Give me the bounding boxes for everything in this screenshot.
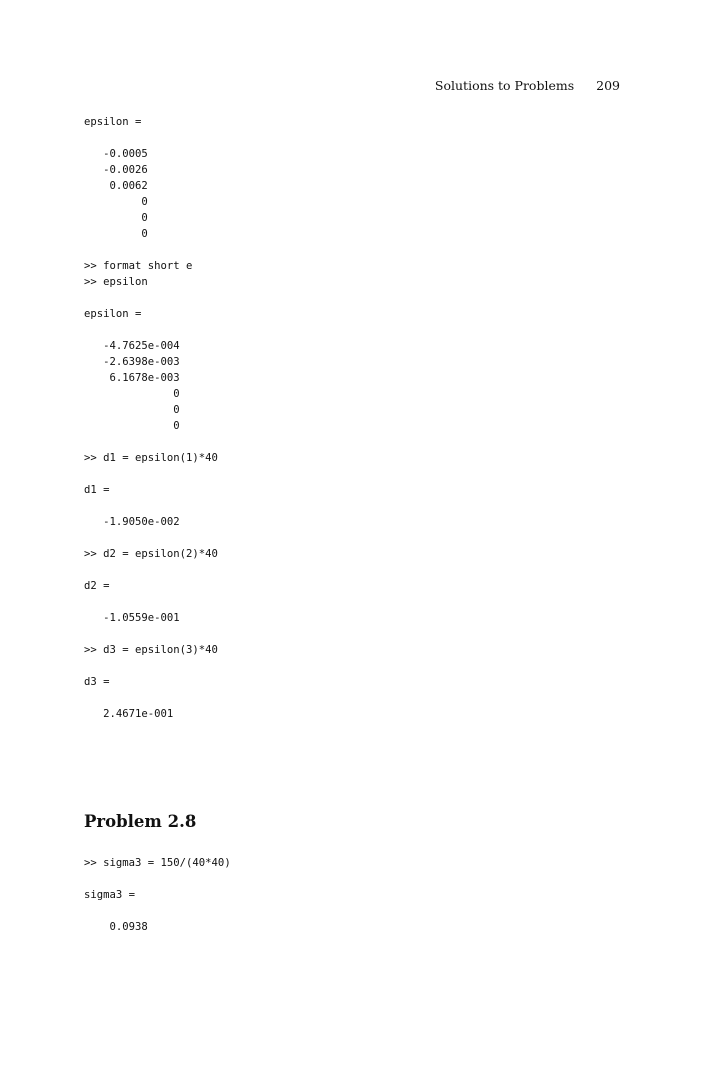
matlab-output-block-problem-2-8: >> sigma3 = 150/(40*40) sigma3 = 0.0938 <box>84 857 231 933</box>
running-header <box>380 78 620 94</box>
running-title: Solutions to Problems <box>434 78 575 93</box>
matlab-output-block: epsilon = -0.0005 -0.0026 0.0062 0 0 0 >> format short e >> epsilon epsilon = -4.7625e-004 -2.6398e-003 6.1678e-003 0 0 0 >> d1 = epsilon(1)*40 d1 = -1.9050e-002 >> d2 = epsilon(2)*40 d2 = -1.0559e-001 >> d3 = epsilon(3)*40 d3 = 2.4671e-001 <box>84 116 218 720</box>
page-number: 209 <box>596 78 620 93</box>
section-heading: Problem 2.8 <box>84 812 197 831</box>
